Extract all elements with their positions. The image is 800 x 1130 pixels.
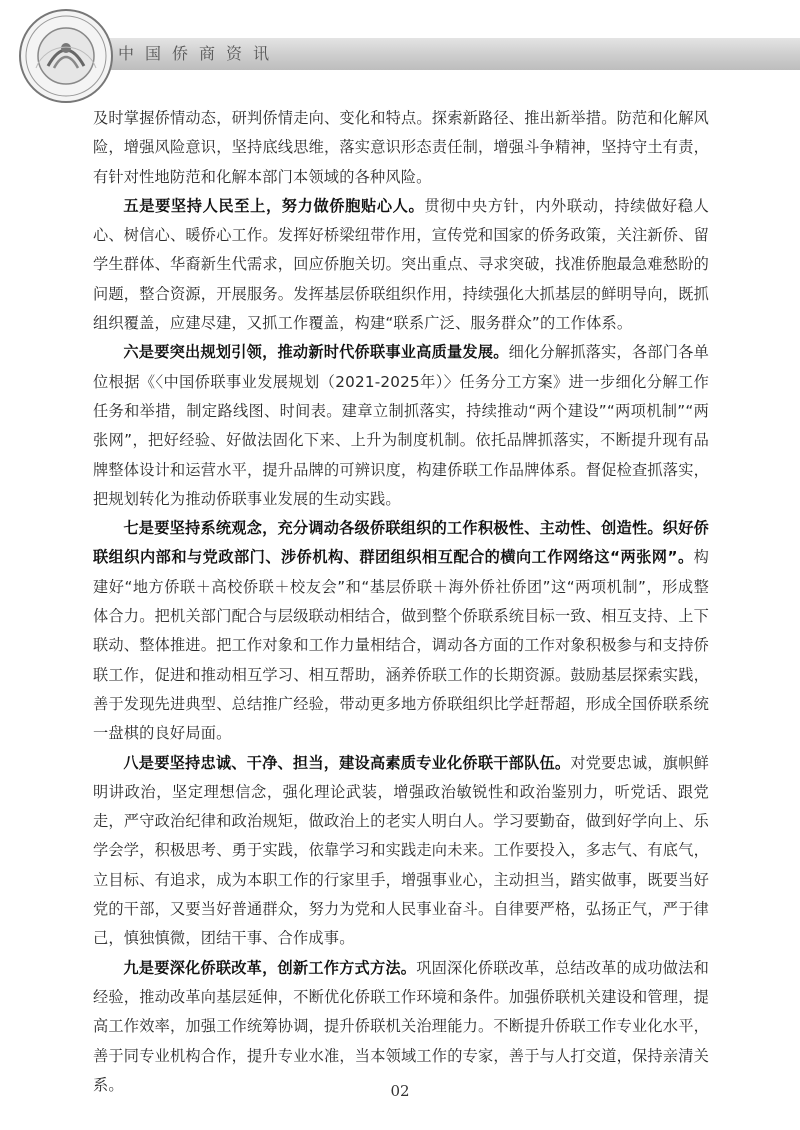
paragraph-text: 细化分解抓落实，各部门各单位根据《〈中国侨联事业发展规划（2021-2025年）〉任务分工方案》进一步细化分解工作任务和举措，制定路线图、时间表。建章立制抓落实，持续推动“两个建设”“两项机制”“两张网”，把好经验、好做法固化下来、上升为制度机制。依托品牌抓落实，不断提升现有品牌整体设计和运营水平，提升品牌的可辨识度，构建侨联工作品牌体系。督促检查抓落实，把规划转化为推动侨联事业发展的生动实践。 — [93, 343, 709, 508]
paragraph — [93, 749, 709, 954]
page-number: 02 — [390, 1082, 410, 1100]
paragraph — [93, 104, 709, 192]
paragraph-lead: 八是要坚持忠诚、干净、担当，建设高素质专业化侨联干部队伍。 — [123, 753, 571, 772]
paragraph-text: 巩固深化侨联改革，总结改革的成功做法和经验，推动改革向基层延伸，不断优化侨联工作环境和条件。加强侨联机关建设和管理，提高工作效率，加强工作统筹协调，提升侨联机关治理能力。不断提升侨联工作专业化水平，善于同专业机构合作，提升专业水准，当本领域工作的专家，善于与人打交道，保持亲清关系。 — [93, 958, 709, 1094]
paragraph-text: 构建好“地方侨联＋高校侨联＋校友会”和“基层侨联＋海外侨社侨团”这“两项机制”，形成整体合力。把机关部门配合与层级联动相结合，做到整个侨联系统目标一致、相互支持、上下联动、整体推进。把工作对象和工作力量相结合，调动各方面的工作对象积极参与和支持侨联工作，促进和推动相互学习、相互帮助，涵养侨联工作的长期资源。鼓励基层探索实践，善于发现先进典型、总结推广经验，带动更多地方侨联组织比学赶帮超，形成全国侨联系统一盘棋的良好局面。 — [93, 548, 709, 743]
paragraph-lead: 六是要突出规划引领，推动新时代侨联事业高质量发展。 — [123, 343, 509, 362]
paragraph-text: 对党要忠诚，旗帜鲜明讲政治，坚定理想信念，强化理论武装，增强政治敏锐性和政治鉴别力，听党话、跟党走，严守政治纪律和政治规矩，做政治上的老实人明白人。学习要勤奋，做到好学向上、乐学会学，积极思考、勇于实践，依靠学习和实践走向未来。工作要投入，多志气、有底气，立目标、有追求，成为本职工作的行家里手，增强事业心，主动担当，踏实做事，既要当好党的干部，又要当好普通群众，努力为党和人民事业奋斗。自律要严格，弘扬正气，严于律己，慎独慎微，团结干事、合作成事。 — [93, 753, 709, 948]
organization-logo — [18, 8, 114, 104]
header-title: 中国侨商资讯 — [118, 44, 281, 63]
paragraph-text: 及时掌握侨情动态，研判侨情走向、变化和特点。探索新路径、推出新举措。防范和化解风险，增强风险意识，坚持底线思维，落实意识形态责任制，增强斗争精神，坚持守土有责，有针对性地防范和化解本部门本领域的各种风险。 — [93, 109, 709, 186]
paragraph-lead: 七是要坚持系统观念，充分调动各级侨联组织的工作积极性、主动性、创造性。织好侨联组织内部和与党政部门、涉侨机构、群团组织相互配合的横向工作网络这“两张网”。 — [93, 519, 709, 567]
article-body — [93, 104, 709, 1100]
paragraph-lead: 五是要坚持人民至上，努力做侨胞贴心人。 — [123, 196, 425, 215]
paragraph — [93, 954, 709, 1100]
paragraph — [93, 514, 709, 748]
paragraph — [93, 338, 709, 514]
paragraph — [93, 192, 709, 338]
page-header — [0, 0, 800, 100]
paragraph-text: 贯彻中央方针，内外联动，持续做好稳人心、树信心、暖侨心工作。发挥好桥梁纽带作用，宣传党和国家的侨务政策，关注新侨、留学生群体、华裔新生代需求，回应侨胞关切。突出重点、寻求突破，找准侨胞最急难愁盼的问题，整合资源，开展服务。发挥基层侨联组织作用，持续强化大抓基层的鲜明导向，既抓组织覆盖，应建尽建，又抓工作覆盖，构建“联系广泛、服务群众”的工作体系。 — [93, 196, 709, 333]
paragraph-lead: 九是要深化侨联改革，创新工作方式方法。 — [123, 958, 417, 977]
